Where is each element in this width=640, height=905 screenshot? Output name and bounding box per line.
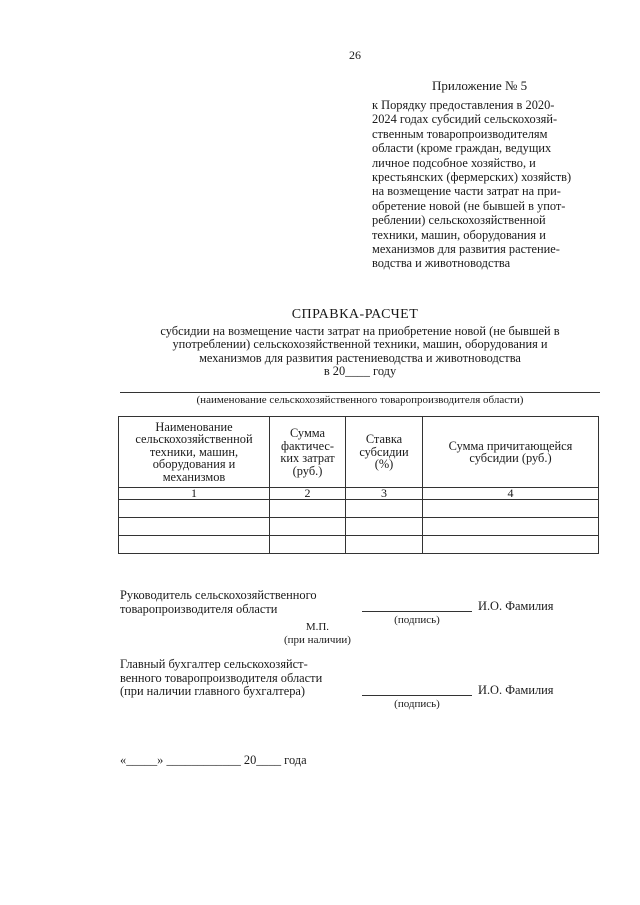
table-cell[interactable] <box>119 536 270 554</box>
accountant-name: И.О. Фамилия <box>478 683 554 697</box>
column-number: 3 <box>346 488 423 500</box>
table-cell[interactable] <box>423 500 599 518</box>
column-number-row <box>119 488 599 500</box>
table-cell[interactable] <box>346 518 423 536</box>
appendix-description: к Порядку предоставления в 2020- 2024 годах субсидий сельскохозяй- ственным товаропроизводителям области (кроме граждан, ведущих личное подсобное хозяйство, и крестьянских (фермерских) хозяйств) на возмещение части затрат на при- обретение новой (не бывшей в упот- реблении) сельскохозяйственной техники, машин, оборудования и механизмов для развития растение- водства и животноводства <box>372 98 572 271</box>
head-name: И.О. Фамилия <box>478 599 554 613</box>
accountant-signatory-label: Главный бухгалтер сельскохозяйст- венного товаропроизводителя области (при наличии главного бухгалтера) <box>120 657 323 698</box>
head-signatory-label: Руководитель сельскохозяйственного товаропроизводителя области <box>120 588 317 616</box>
table-cell[interactable] <box>270 518 346 536</box>
accountant-signature-caption: (подпись) <box>394 698 440 710</box>
table-header-row <box>119 417 599 488</box>
table-cell[interactable] <box>119 500 270 518</box>
header-actual-costs: Сумма фактичес- ких затрат (руб.) <box>270 417 346 488</box>
table-row <box>119 536 599 554</box>
stamp-placeholder <box>284 621 351 646</box>
column-number: 4 <box>423 488 599 500</box>
organization-name-line[interactable] <box>120 392 600 393</box>
stamp-label: М.П. <box>305 621 330 633</box>
column-number: 2 <box>270 488 346 500</box>
header-subsidy-rate: Ставка субсидии (%) <box>346 417 423 488</box>
organization-name-caption: (наименование сельскохозяйственного товаропроизводителя области) <box>196 394 524 406</box>
date-line[interactable]: «_____» ____________ 20____ года <box>120 753 307 767</box>
subsidy-calculation-table <box>118 416 599 554</box>
table-cell[interactable] <box>346 500 423 518</box>
header-subsidy-amount: Сумма причитающейся субсидии (руб.) <box>423 417 599 488</box>
table-row <box>119 518 599 536</box>
accountant-signature-line[interactable] <box>362 695 472 696</box>
table-cell[interactable] <box>423 536 599 554</box>
table-cell[interactable] <box>423 518 599 536</box>
stamp-note: (при наличии) <box>284 633 351 646</box>
table-cell[interactable] <box>270 536 346 554</box>
appendix-title: Приложение № 5 <box>432 78 528 93</box>
header-equipment-name: Наименование сельскохозяйственной техники, машин, оборудования и механизмов <box>119 417 270 488</box>
table-row <box>119 500 599 518</box>
page-number: 26 <box>349 48 361 62</box>
column-number: 1 <box>119 488 270 500</box>
document-subtitle: субсидии на возмещение части затрат на приобретение новой (не бывшей в употреблении) сельскохозяйственной техники, машин, оборудования и механизмов для развития растениеводства и животноводства в 20____ году <box>160 324 560 379</box>
table-cell[interactable] <box>119 518 270 536</box>
head-signature-caption: (подпись) <box>394 614 440 626</box>
document-title: СПРАВКА-РАСЧЕТ <box>291 307 419 322</box>
head-signature-line[interactable] <box>362 611 472 612</box>
table-cell[interactable] <box>346 536 423 554</box>
table-cell[interactable] <box>270 500 346 518</box>
